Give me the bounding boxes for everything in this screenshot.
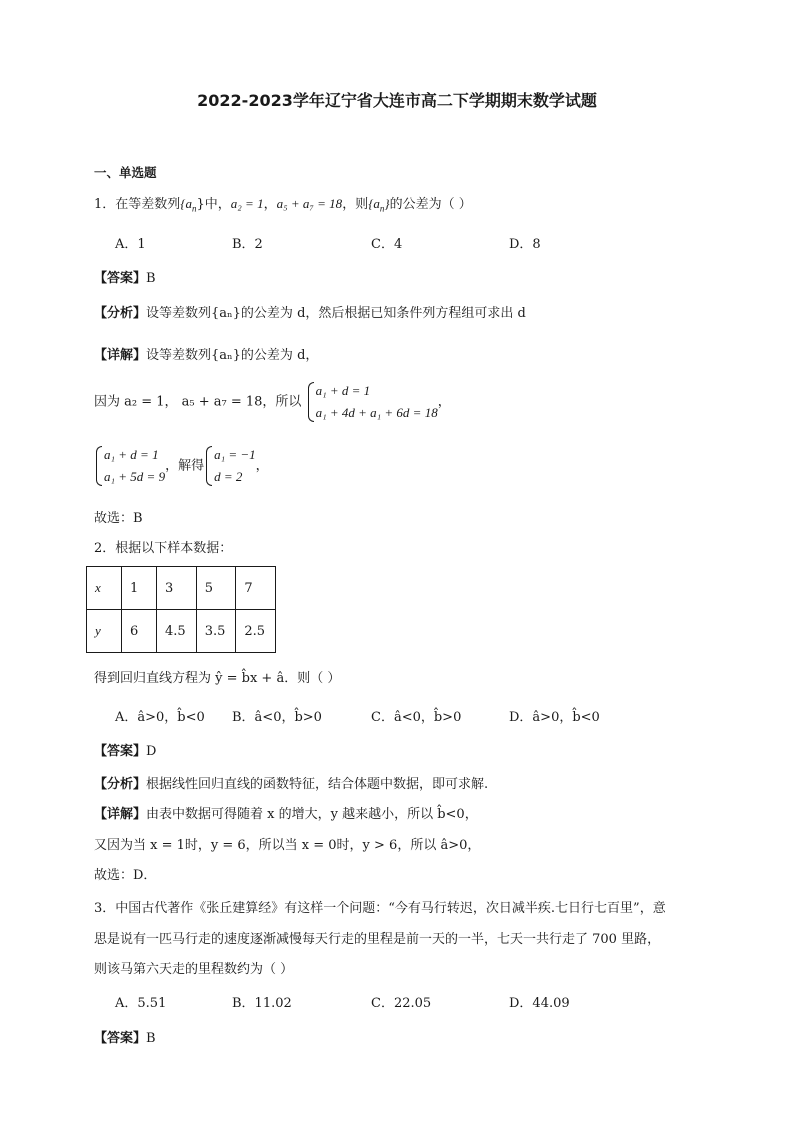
q1-solve: ，解得 bbox=[165, 458, 205, 474]
q1-sys1-end: ， bbox=[437, 394, 451, 410]
q1-seq-sub: n bbox=[191, 203, 197, 214]
q1-ask: ，则 bbox=[342, 197, 369, 212]
q3-option-c: C．22.05 bbox=[371, 996, 432, 1011]
q1-sys3-eq1: a₁ = −1 bbox=[214, 447, 256, 462]
q3-option-d: D．44.09 bbox=[509, 996, 570, 1011]
q1-system-1 bbox=[306, 380, 438, 424]
q1-answer-tag: 【答案】 bbox=[94, 271, 147, 286]
q1-sys3-eq2: d = 2 bbox=[214, 469, 243, 484]
q1-stem: 1．在等差数列$\{a_n\}$中，a₂ = 1，a₅ + a₇ = 18，则$\{a_n\}$的公差为（ ） bbox=[94, 196, 472, 214]
q1-detail-line3 bbox=[94, 444, 269, 488]
q1-sys3-end: ， bbox=[255, 458, 269, 474]
q2-choose: 故选：D． bbox=[94, 868, 157, 883]
q1-sys2-eq1: a₁ + d = 1 bbox=[104, 447, 159, 462]
q1-sys1-eq2: a₁ + 4d + a₁ + 6d = 18 bbox=[315, 405, 438, 420]
q2-analysis-tag: 【分析】 bbox=[94, 777, 147, 792]
section-heading: 一、单选题 bbox=[94, 165, 157, 180]
q1-cond1: a₂ = 1 bbox=[230, 196, 264, 211]
q1-option-a: A．1 bbox=[115, 237, 146, 252]
q1-analysis-text: 设等差数列{aₙ}的公差为 d，然后根据已知条件列方程组可求出 d bbox=[146, 306, 526, 321]
table-row-x bbox=[87, 567, 276, 610]
table-cell: y bbox=[87, 610, 122, 653]
q2-answer-tag: 【答案】 bbox=[94, 744, 147, 759]
q3-stem-line2: 思是说有一匹马行走的速度逐渐减慢每天行走的里程是前一天的一半，七天一共行走了 700 里路， bbox=[94, 932, 661, 947]
q1-system-2 bbox=[94, 444, 165, 488]
q1-stem-pre: 1．在等差数列 bbox=[94, 197, 181, 212]
page-title: 2022-2023学年辽宁省大连市高二下学期期末数学试题 bbox=[197, 91, 597, 110]
sample-data-table bbox=[86, 566, 276, 653]
q2-detail-line1 bbox=[94, 803, 478, 822]
table-cell: 4.5 bbox=[157, 610, 197, 653]
table-row-y bbox=[87, 610, 276, 653]
q1-cond2: a₅ + a₇ = 18 bbox=[276, 196, 343, 211]
q1-detail2-pre: 因为 a₂ = 1， a₅ + a₇ = 18，所以 bbox=[94, 394, 302, 410]
q1-option-b: B．2 bbox=[232, 237, 263, 252]
table-cell: 3 bbox=[157, 567, 197, 610]
q1-mid: 中， bbox=[204, 197, 231, 212]
q1-choose: 故选：B bbox=[94, 511, 143, 526]
q2-detail1: 由表中数据可得随着 x 的增大，y 越来越小，所以 b̂<0， bbox=[146, 807, 478, 822]
q1-ask-end: 的公差为（ ） bbox=[389, 197, 472, 212]
q1-sys2-eq2: a₁ + 5d = 9 bbox=[104, 469, 166, 484]
q2-option-d: D．â>0，b̂<0 bbox=[509, 710, 600, 725]
table-cell: 2.5 bbox=[236, 610, 276, 653]
q1-sep: ， bbox=[263, 197, 277, 212]
q2-option-a: A．â>0，b̂<0 bbox=[115, 710, 205, 725]
q1-answer bbox=[94, 267, 156, 286]
q1-system-3 bbox=[204, 444, 256, 488]
q2-analysis-text: 根据线性回归直线的函数特征，结合体题中数据，即可求解. bbox=[146, 777, 489, 792]
table-cell: 6 bbox=[122, 610, 157, 653]
q3-option-a: A．5.51 bbox=[115, 996, 167, 1011]
q2-answer-value: D bbox=[146, 744, 157, 759]
q2-analysis bbox=[94, 773, 488, 792]
q2-option-b: B．â<0，b̂>0 bbox=[232, 710, 322, 725]
q1-seq-end: } bbox=[196, 197, 205, 212]
q2-detail-tag: 【详解】 bbox=[94, 807, 147, 822]
q3-stem-line1: 3．中国古代著作《张丘建算经》有这样一个问题：“今有马行转迟，次日减半疾.七日行七百里”，意 bbox=[94, 901, 666, 916]
q3-answer-value: B bbox=[146, 1031, 156, 1046]
q1-detail-line1 bbox=[94, 344, 318, 363]
q3-answer-tag: 【答案】 bbox=[94, 1031, 147, 1046]
table-cell: 1 bbox=[122, 567, 157, 610]
q1-detail-line2 bbox=[94, 380, 451, 424]
q2-regression: 得到回归直线方程为 ŷ = b̂x + â．则（ ） bbox=[94, 671, 341, 686]
table-cell: x bbox=[87, 567, 122, 610]
table-cell: 7 bbox=[236, 567, 276, 610]
table-cell: 5 bbox=[196, 567, 236, 610]
q1-option-c: C．4 bbox=[371, 237, 403, 252]
q2-detail-line2: 又因为当 x = 1时，y = 6，所以当 x = 0时，y > 6，所以 â>0， bbox=[94, 838, 481, 853]
q3-option-b: B．11.02 bbox=[232, 996, 292, 1011]
q1-analysis bbox=[94, 302, 526, 321]
q1-analysis-tag: 【分析】 bbox=[94, 306, 147, 321]
q1-seq: {a bbox=[180, 196, 192, 211]
table-cell: 3.5 bbox=[196, 610, 236, 653]
q3-answer bbox=[94, 1027, 156, 1046]
q1-answer-value: B bbox=[146, 271, 156, 286]
q1-detail1: 设等差数列{aₙ}的公差为 d， bbox=[146, 348, 319, 363]
q2-stem: 2．根据以下样本数据： bbox=[94, 541, 233, 556]
q1-sys1-eq1: a₁ + d = 1 bbox=[315, 383, 371, 398]
q1-detail-tag: 【详解】 bbox=[94, 348, 147, 363]
q3-stem-line3: 则该马第六天走的里程数约为（ ） bbox=[94, 962, 294, 977]
q2-answer bbox=[94, 740, 156, 759]
q1-option-d: D．8 bbox=[509, 237, 541, 252]
q2-option-c: C．â<0，b̂>0 bbox=[371, 710, 462, 725]
